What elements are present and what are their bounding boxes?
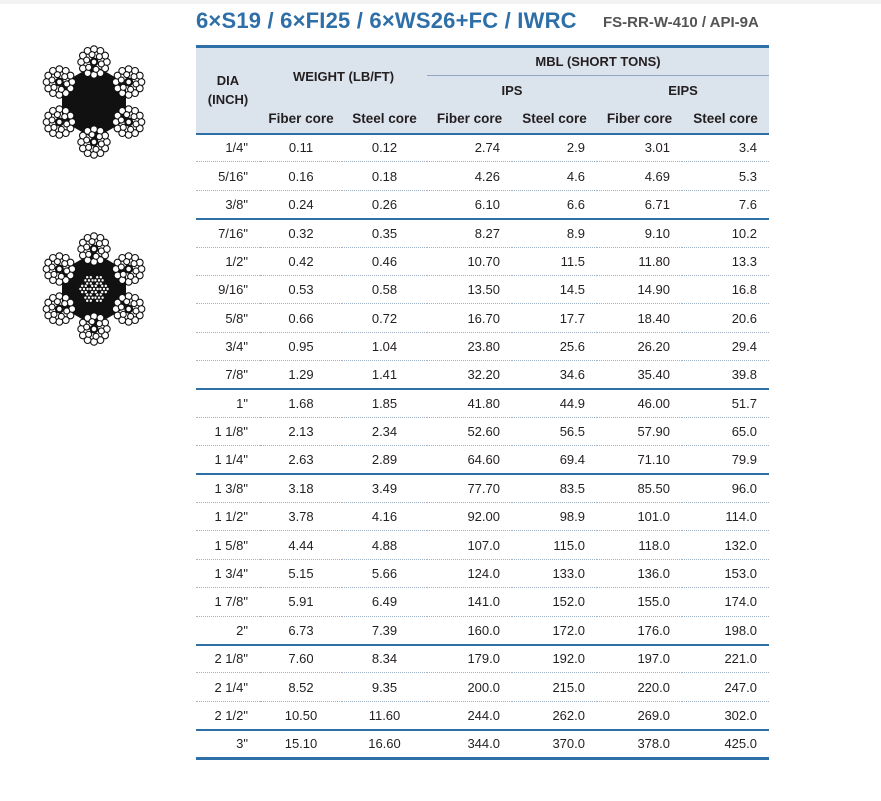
cell-dia: 3/4" xyxy=(196,332,260,360)
cell-ipsf: 23.80 xyxy=(427,332,512,360)
cell-wf: 0.53 xyxy=(260,275,342,303)
cell-eipsf: 118.0 xyxy=(597,531,682,559)
column-header-dia xyxy=(196,47,260,134)
cell-eipss: 5.3 xyxy=(682,162,769,190)
cell-eipsf: 155.0 xyxy=(597,588,682,616)
cell-ipsf: 160.0 xyxy=(427,616,512,644)
cell-ws: 16.60 xyxy=(342,730,427,758)
cell-ipss: 34.6 xyxy=(512,361,597,389)
table-row xyxy=(196,417,769,445)
cell-eipsf: 378.0 xyxy=(597,730,682,758)
cell-ipsf: 124.0 xyxy=(427,559,512,587)
cell-ws: 9.35 xyxy=(342,673,427,701)
cell-ipss: 56.5 xyxy=(512,417,597,445)
cell-dia: 2" xyxy=(196,616,260,644)
table-row xyxy=(196,701,769,729)
cell-ipss: 133.0 xyxy=(512,559,597,587)
table-row xyxy=(196,332,769,360)
cell-ipss: 2.9 xyxy=(512,134,597,162)
cell-ipss: 262.0 xyxy=(512,701,597,729)
cell-eipsf: 85.50 xyxy=(597,474,682,502)
cell-dia: 1 7/8" xyxy=(196,588,260,616)
cell-ws: 1.04 xyxy=(342,332,427,360)
table-row xyxy=(196,446,769,474)
cell-dia: 2 1/8" xyxy=(196,645,260,673)
subheader-weight-steel: Steel core xyxy=(342,105,427,134)
table-row xyxy=(196,531,769,559)
cell-wf: 0.66 xyxy=(260,304,342,332)
cell-eipss: 20.6 xyxy=(682,304,769,332)
cell-dia: 1" xyxy=(196,389,260,417)
table-row xyxy=(196,730,769,758)
table-row xyxy=(196,162,769,190)
cell-wf: 0.42 xyxy=(260,247,342,275)
cell-eipss: 13.3 xyxy=(682,247,769,275)
cell-eipsf: 101.0 xyxy=(597,503,682,531)
subheader-eips-steel: Steel core xyxy=(682,105,769,134)
cell-wf: 0.95 xyxy=(260,332,342,360)
cell-ws: 11.60 xyxy=(342,701,427,729)
cell-eipsf: 46.00 xyxy=(597,389,682,417)
cell-ws: 0.35 xyxy=(342,219,427,247)
cell-ipss: 215.0 xyxy=(512,673,597,701)
table-row xyxy=(196,616,769,644)
cell-ipsf: 8.27 xyxy=(427,219,512,247)
table-row xyxy=(196,275,769,303)
table-row xyxy=(196,474,769,502)
cell-eipss: 153.0 xyxy=(682,559,769,587)
rope-cross-section-steel-core-icon xyxy=(34,226,154,353)
cell-eipsf: 18.40 xyxy=(597,304,682,332)
cell-ipsf: 16.70 xyxy=(427,304,512,332)
table-row xyxy=(196,361,769,389)
cell-dia: 1/4" xyxy=(196,134,260,162)
subheader-ips-steel: Steel core xyxy=(512,105,597,134)
subheader-ips-fiber: Fiber core xyxy=(427,105,512,134)
cell-wf: 2.63 xyxy=(260,446,342,474)
dia-label: DIA xyxy=(216,73,240,89)
cell-wf: 6.73 xyxy=(260,616,342,644)
cell-ws: 1.85 xyxy=(342,389,427,417)
subheader-eips-fiber: Fiber core xyxy=(597,105,682,134)
cell-ws: 4.88 xyxy=(342,531,427,559)
table-row xyxy=(196,190,769,218)
cell-eipsf: 26.20 xyxy=(597,332,682,360)
cell-eipsf: 57.90 xyxy=(597,417,682,445)
cell-ws: 3.49 xyxy=(342,474,427,502)
cell-ipss: 192.0 xyxy=(512,645,597,673)
cell-ipss: 152.0 xyxy=(512,588,597,616)
cell-ws: 1.41 xyxy=(342,361,427,389)
cell-dia: 1 1/4" xyxy=(196,446,260,474)
cell-wf: 0.16 xyxy=(260,162,342,190)
cell-wf: 3.78 xyxy=(260,503,342,531)
cell-dia: 1 1/2" xyxy=(196,503,260,531)
table-row xyxy=(196,134,769,162)
cell-wf: 0.24 xyxy=(260,190,342,218)
cell-wf: 5.91 xyxy=(260,588,342,616)
cell-wf: 4.44 xyxy=(260,531,342,559)
cell-ipsf: 32.20 xyxy=(427,361,512,389)
cell-ipsf: 6.10 xyxy=(427,190,512,218)
cell-dia: 1 5/8" xyxy=(196,531,260,559)
cell-ipsf: 141.0 xyxy=(427,588,512,616)
cell-eipss: 221.0 xyxy=(682,645,769,673)
cell-ws: 0.12 xyxy=(342,134,427,162)
cell-eipss: 29.4 xyxy=(682,332,769,360)
cell-eipss: 79.9 xyxy=(682,446,769,474)
cell-ipss: 8.9 xyxy=(512,219,597,247)
cell-eipss: 16.8 xyxy=(682,275,769,303)
cell-ipsf: 344.0 xyxy=(427,730,512,758)
cell-ipsf: 92.00 xyxy=(427,503,512,531)
cell-ipss: 25.6 xyxy=(512,332,597,360)
table-row xyxy=(196,389,769,417)
rope-spec-table xyxy=(196,45,769,760)
cell-ws: 2.34 xyxy=(342,417,427,445)
cell-ws: 4.16 xyxy=(342,503,427,531)
cell-eipss: 10.2 xyxy=(682,219,769,247)
cell-ws: 0.58 xyxy=(342,275,427,303)
cell-wf: 8.52 xyxy=(260,673,342,701)
cell-eipss: 114.0 xyxy=(682,503,769,531)
cell-eipsf: 220.0 xyxy=(597,673,682,701)
cell-eipss: 51.7 xyxy=(682,389,769,417)
top-edge xyxy=(0,0,881,4)
cell-ipsf: 77.70 xyxy=(427,474,512,502)
cell-ipss: 14.5 xyxy=(512,275,597,303)
table-row xyxy=(196,559,769,587)
cell-wf: 5.15 xyxy=(260,559,342,587)
cell-dia: 3" xyxy=(196,730,260,758)
cell-eipsf: 176.0 xyxy=(597,616,682,644)
cell-dia: 2 1/2" xyxy=(196,701,260,729)
cell-ipsf: 244.0 xyxy=(427,701,512,729)
cell-eipss: 96.0 xyxy=(682,474,769,502)
cell-ipsf: 179.0 xyxy=(427,645,512,673)
table-row xyxy=(196,503,769,531)
cell-ipss: 83.5 xyxy=(512,474,597,502)
cell-ipsf: 52.60 xyxy=(427,417,512,445)
cell-ipsf: 13.50 xyxy=(427,275,512,303)
cell-eipsf: 3.01 xyxy=(597,134,682,162)
cell-eipss: 65.0 xyxy=(682,417,769,445)
table-row xyxy=(196,247,769,275)
cell-ws: 6.49 xyxy=(342,588,427,616)
cell-eipss: 198.0 xyxy=(682,616,769,644)
table-row xyxy=(196,645,769,673)
cell-wf: 3.18 xyxy=(260,474,342,502)
cell-ipss: 6.6 xyxy=(512,190,597,218)
cell-ws: 8.34 xyxy=(342,645,427,673)
cell-dia: 2 1/4" xyxy=(196,673,260,701)
cell-ipsf: 107.0 xyxy=(427,531,512,559)
column-header-ips: IPS xyxy=(427,76,597,105)
cell-eipss: 425.0 xyxy=(682,730,769,758)
cell-eipsf: 4.69 xyxy=(597,162,682,190)
cell-eipsf: 197.0 xyxy=(597,645,682,673)
table-row xyxy=(196,219,769,247)
cell-ipss: 172.0 xyxy=(512,616,597,644)
cell-eipss: 247.0 xyxy=(682,673,769,701)
cell-eipss: 39.8 xyxy=(682,361,769,389)
cell-eipsf: 269.0 xyxy=(597,701,682,729)
cell-ipss: 115.0 xyxy=(512,531,597,559)
cell-ipsf: 2.74 xyxy=(427,134,512,162)
cell-eipsf: 11.80 xyxy=(597,247,682,275)
table-row xyxy=(196,673,769,701)
cell-wf: 2.13 xyxy=(260,417,342,445)
cell-ws: 0.46 xyxy=(342,247,427,275)
rope-cross-section-fiber-core-icon xyxy=(34,42,154,162)
cell-dia: 7/8" xyxy=(196,361,260,389)
column-header-mbl: MBL (SHORT TONS) xyxy=(427,47,769,76)
cell-ipsf: 64.60 xyxy=(427,446,512,474)
cell-dia: 1 1/8" xyxy=(196,417,260,445)
cell-ws: 2.89 xyxy=(342,446,427,474)
cell-eipsf: 6.71 xyxy=(597,190,682,218)
cell-ipss: 4.6 xyxy=(512,162,597,190)
page-title: 6×S19 / 6×FI25 / 6×WS26+FC / IWRC xyxy=(196,8,577,33)
cell-ipss: 69.4 xyxy=(512,446,597,474)
cell-wf: 0.32 xyxy=(260,219,342,247)
cell-eipss: 3.4 xyxy=(682,134,769,162)
cell-ipss: 44.9 xyxy=(512,389,597,417)
cell-ipss: 98.9 xyxy=(512,503,597,531)
cell-eipss: 7.6 xyxy=(682,190,769,218)
spec-reference: FS-RR-W-410 / API-9A xyxy=(603,14,759,31)
cell-dia: 3/8" xyxy=(196,190,260,218)
cell-ipss: 17.7 xyxy=(512,304,597,332)
cell-ws: 0.72 xyxy=(342,304,427,332)
cell-eipsf: 71.10 xyxy=(597,446,682,474)
cell-dia: 7/16" xyxy=(196,219,260,247)
cell-dia: 5/16" xyxy=(196,162,260,190)
cell-ipsf: 10.70 xyxy=(427,247,512,275)
cell-ipsf: 4.26 xyxy=(427,162,512,190)
cell-ws: 7.39 xyxy=(342,616,427,644)
column-header-eips: EIPS xyxy=(597,76,769,105)
cell-eipsf: 136.0 xyxy=(597,559,682,587)
cell-dia: 1/2" xyxy=(196,247,260,275)
cell-ipsf: 200.0 xyxy=(427,673,512,701)
cell-eipss: 174.0 xyxy=(682,588,769,616)
cell-eipsf: 14.90 xyxy=(597,275,682,303)
cell-wf: 15.10 xyxy=(260,730,342,758)
cell-dia: 9/16" xyxy=(196,275,260,303)
cell-wf: 1.68 xyxy=(260,389,342,417)
cell-eipsf: 35.40 xyxy=(597,361,682,389)
cell-ipss: 370.0 xyxy=(512,730,597,758)
table-row xyxy=(196,304,769,332)
cell-dia: 1 3/8" xyxy=(196,474,260,502)
cell-ws: 0.18 xyxy=(342,162,427,190)
cell-eipss: 132.0 xyxy=(682,531,769,559)
cell-wf: 7.60 xyxy=(260,645,342,673)
dia-unit-label: (INCH) xyxy=(207,92,249,108)
cell-ws: 0.26 xyxy=(342,190,427,218)
subheader-weight-fiber: Fiber core xyxy=(260,105,342,134)
cell-eipsf: 9.10 xyxy=(597,219,682,247)
cell-eipss: 302.0 xyxy=(682,701,769,729)
cell-ws: 5.66 xyxy=(342,559,427,587)
cell-dia: 5/8" xyxy=(196,304,260,332)
table-row xyxy=(196,588,769,616)
cell-wf: 0.11 xyxy=(260,134,342,162)
cell-wf: 1.29 xyxy=(260,361,342,389)
column-header-weight: WEIGHT (LB/FT) xyxy=(260,47,427,105)
cell-dia: 1 3/4" xyxy=(196,559,260,587)
cell-wf: 10.50 xyxy=(260,701,342,729)
cell-ipsf: 41.80 xyxy=(427,389,512,417)
cell-ipss: 11.5 xyxy=(512,247,597,275)
